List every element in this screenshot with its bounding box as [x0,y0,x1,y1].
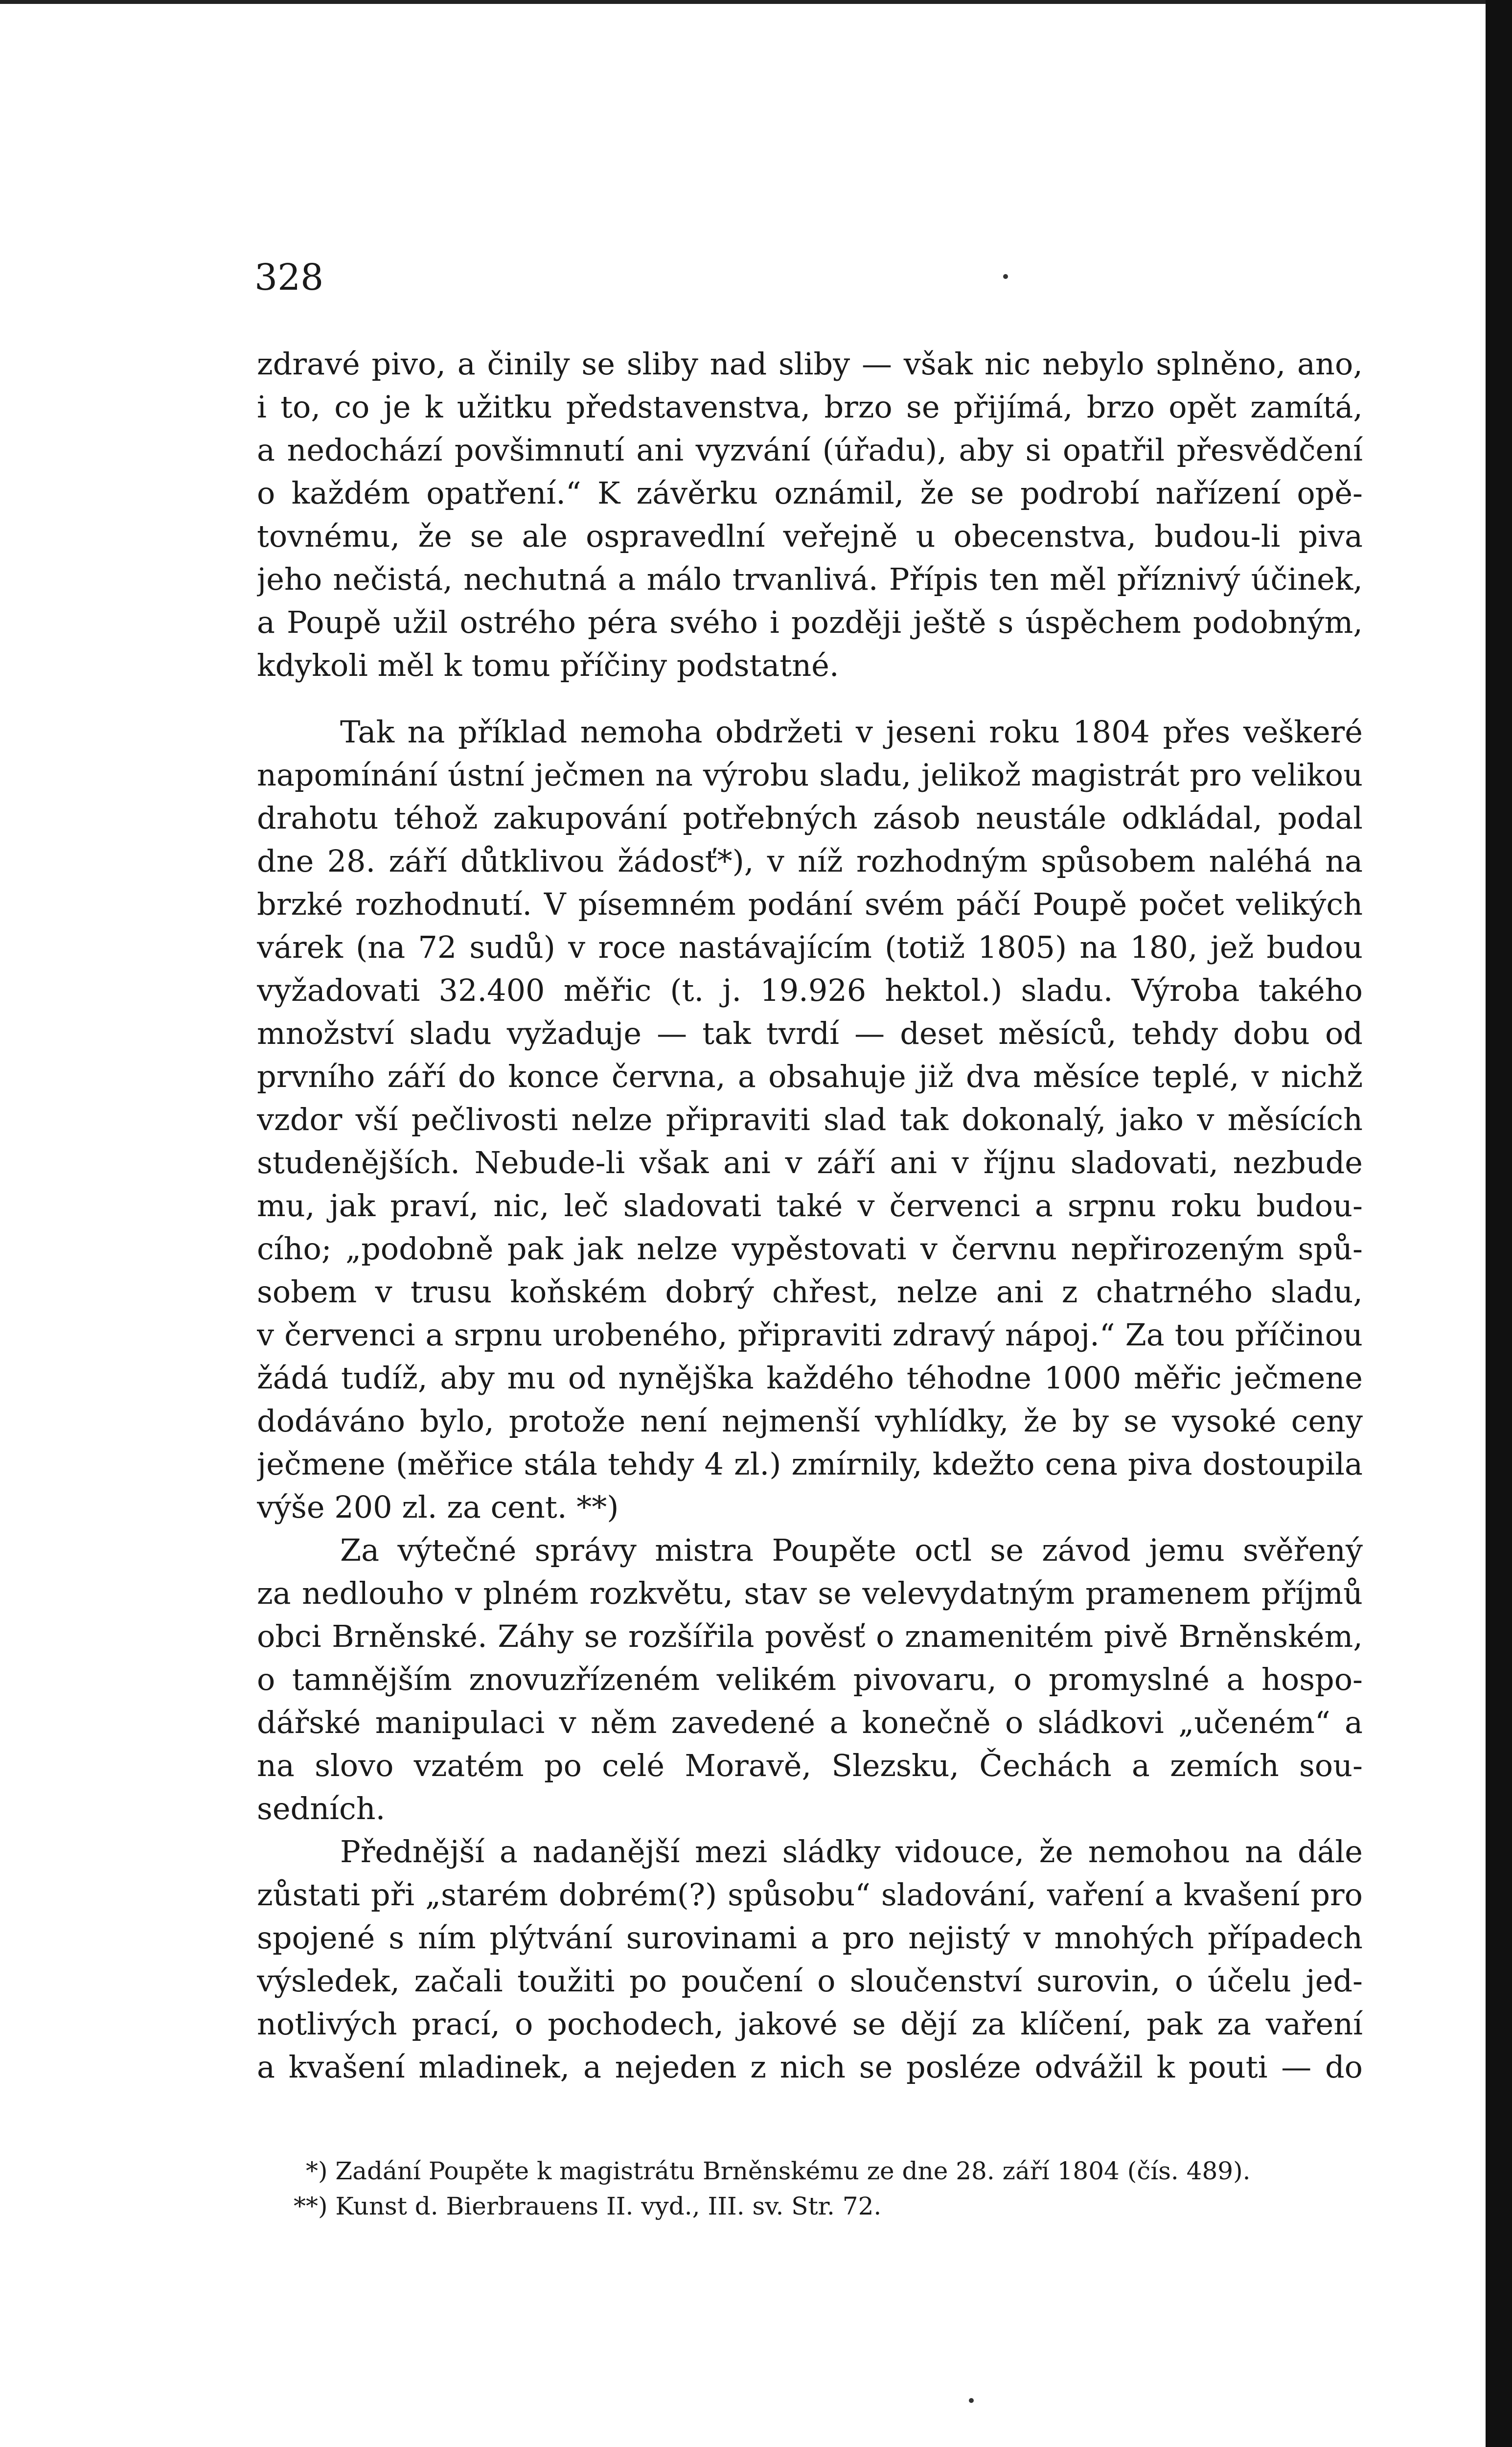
text-line: za nedlouho v plném rozkvětu, stav se velevydatným pramenem příjmů [257,1575,1363,1611]
text-line: dářské manipulaci v něm zavedené a konečně o sládkovi „učeném“ a [257,1705,1363,1740]
scan-right-edge [1486,0,1512,2447]
text-line: sobem v trusu koňském dobrý chřest, nelze ani z chatrného sladu, [257,1274,1363,1310]
text-line: mu, jak praví, nic, leč sladovati také v červenci a srpnu roku budou- [257,1188,1363,1224]
scan-top-edge [0,0,1512,4]
text-line: ječmene (měřice stála tehdy 4 zl.) zmírnily, kdežto cena piva dostoupila [257,1446,1363,1482]
text-line: i to, co je k užitku představenstva, brzo se přijímá, brzo opět zamítá, [257,389,1363,425]
text-line: tovnému, že se ale ospravedlní veřejně u obecenstva, budou-li piva [257,518,1363,554]
text-line: napomínání ústní ječmen na výrobu sladu, jelikož magistrát pro velikou [257,757,1363,793]
text-line: dne 28. září důtklivou žádosť*), v níž rozhodným spůsobem naléhá na [257,843,1363,879]
text-line: dodáváno bylo, protože není nejmenší vyhlídky, že by se vysoké ceny [257,1403,1363,1439]
text-line: v červenci a srpnu urobeného, připraviti zdravý nápoj.“ Za tou příčinou [257,1317,1363,1353]
scan-speck [969,2398,974,2403]
paragraph-start-line: Přednější a nadanější mezi sládky vidouce, že nemohou na dále [340,1834,1363,1870]
text-line: kdykoli měl k tomu příčiny podstatné. [257,647,839,683]
page-number: 328 [254,256,324,299]
paragraph-start-line: Za výtečné správy mistra Poupěte octl se závod jemu svěřený [340,1532,1363,1568]
footnotes [257,2153,1363,2224]
scan-speck [1003,274,1008,279]
text-line: drahotu téhož zakupování potřebných zásob neustále odkládal, podal [257,800,1363,836]
text-line: studenějších. Nebude-li však ani v září ani v říjnu sladovati, nezbude [257,1145,1363,1180]
text-line: spojené s ním plýtvání surovinami a pro nejistý v mnohých případech [257,1920,1363,1956]
footnote-1: *) Zadání Poupěte k magistrátu Brněnskému ze dne 28. září 1804 (čís. 489). [306,2157,1251,2185]
text-line: o tamnějším znovuzřízeném velikém pivovaru, o promyslné a hospo- [257,1662,1363,1697]
text-line: obci Brněnské. Záhy se rozšířila pověsť o znamenitém pivě Brněnském, [257,1618,1363,1654]
text-line: množství sladu vyžaduje — tak tvrdí — deset měsíců, tehdy dobu od [257,1016,1363,1051]
text-line: žádá tudíž, aby mu od nynějška každého téhodne 1000 měřic ječmene [257,1360,1363,1396]
text-line: zdravé pivo, a činily se sliby nad sliby — však nic nebylo splněno, ano, [257,346,1363,382]
text-line: a nedochází povšimnutí ani vyzvání (úřadu), aby si opatřil přesvědčení [257,432,1363,468]
text-line: cího; „podobně pak jak nelze vypěstovati v červnu nepřirozeným spů- [257,1231,1363,1267]
text-line: a kvašení mladinek, a nejeden z nich se posléze odvážil k pouti — do [257,2049,1363,2085]
paragraph-start-line: Tak na příklad nemoha obdržeti v jeseni roku 1804 přes veškeré [340,714,1363,750]
text-line: vyžadovati 32.400 měřic (t. j. 19.926 hektol.) sladu. Výroba takého [257,972,1363,1008]
text-line: brzké rozhodnutí. V písemném podání svém páčí Poupě počet velikých [257,886,1363,922]
text-line: prvního září do konce června, a obsahuje již dva měsíce teplé, v nichž [257,1059,1363,1094]
text-line: o každém opatření.“ K závěrku oznámil, že se podrobí nařízení opě- [257,475,1363,511]
text-line: výše 200 zl. za cent. **) [257,1489,619,1525]
text-line: na slovo vzatém po celé Moravě, Slezsku, Čechách a zemích sou- [257,1748,1363,1783]
text-line: a Poupě užil ostrého péra svého i později ještě s úspěchem podobným, [257,604,1363,640]
text-line: jeho nečistá, nechutná a málo trvanlivá. Přípis ten měl příznivý účinek, [257,561,1363,597]
text-line: sedních. [257,1791,386,1826]
text-line: vzdor vší pečlivosti nelze připraviti slad tak dokonalý, jako v měsících [257,1102,1363,1137]
text-line: zůstati při „starém dobrém(?) spůsobu“ sladování, vaření a kvašení pro [257,1877,1363,1913]
footnote-2: **) Kunst d. Bierbrauens II. vyd., III. sv. Str. 72. [294,2192,882,2220]
text-line: výsledek, začali toužiti po poučení o sloučenství surovin, o účelu jed- [257,1963,1363,1999]
text-line: várek (na 72 sudů) v roce nastávajícím (totiž 1805) na 180, jež budou [257,929,1363,965]
body-text [257,343,1363,2089]
text-line: notlivých prací, o pochodech, jakové se dějí za klíčení, pak za vaření [257,2006,1363,2042]
